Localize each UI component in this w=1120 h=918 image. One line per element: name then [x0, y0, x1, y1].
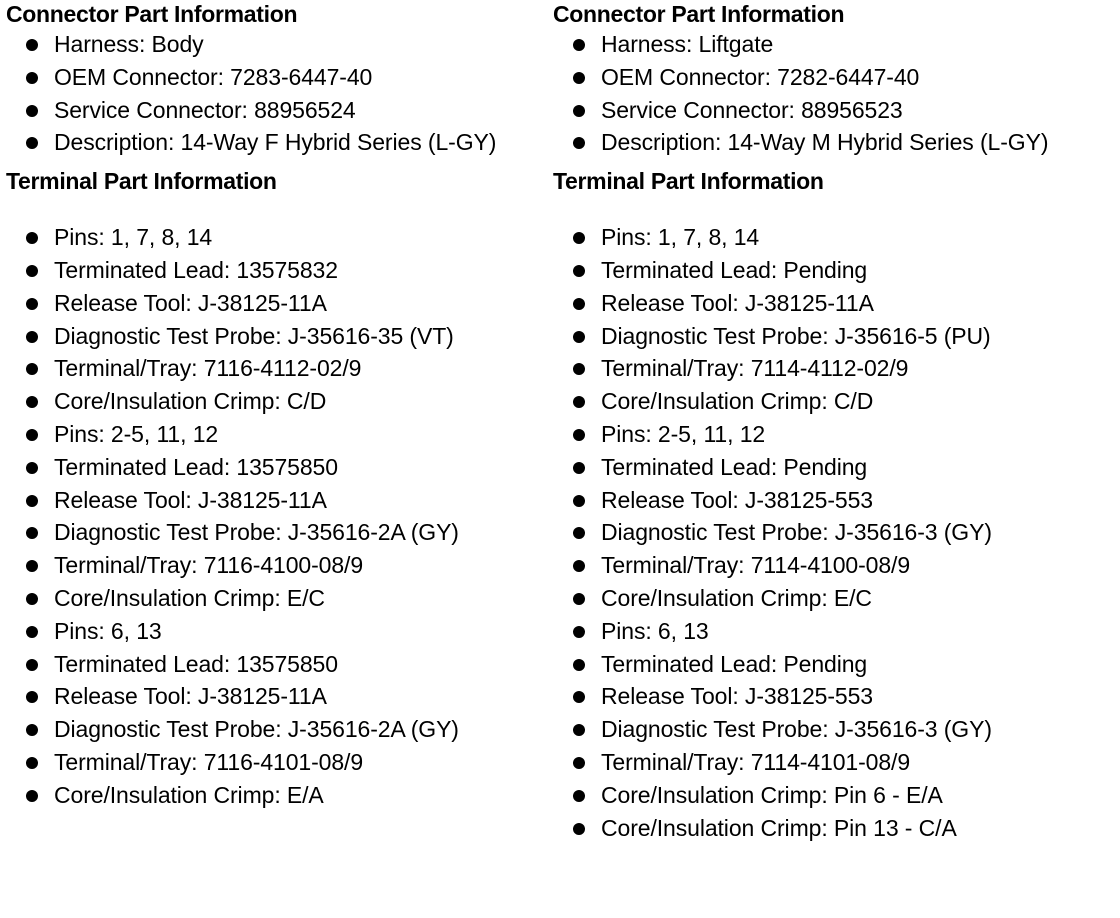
item-text: Pins: 6, 13	[54, 617, 162, 644]
terminal-group	[6, 615, 496, 812]
bullet-icon	[573, 298, 585, 310]
bullet-icon	[26, 724, 38, 736]
bullet-icon	[573, 72, 585, 84]
item-text: Terminal/Tray: 7116-4101-08/9	[54, 748, 364, 775]
list-item	[6, 451, 496, 484]
list-item	[6, 680, 496, 713]
list-item	[553, 680, 1048, 713]
bullet-icon	[573, 396, 585, 408]
list-item	[6, 549, 496, 582]
item-text: Core/Insulation Crimp: E/C	[54, 584, 325, 611]
left-column	[6, 0, 496, 812]
bullet-icon	[573, 626, 585, 638]
list-item	[553, 61, 1048, 94]
bullet-icon	[573, 462, 585, 474]
list-item	[553, 418, 1048, 451]
bullet-icon	[573, 823, 585, 835]
bullet-icon	[573, 560, 585, 572]
connector-list	[553, 28, 1048, 159]
item-text: Terminated Lead: 13575832	[54, 256, 338, 283]
item-text: Diagnostic Test Probe: J-35616-2A (GY)	[54, 716, 459, 743]
item-text: Terminal/Tray: 7114-4112-02/9	[601, 355, 909, 382]
list-item	[553, 126, 1048, 159]
list-item	[6, 746, 496, 779]
list-item	[553, 287, 1048, 320]
bullet-icon	[26, 298, 38, 310]
bullet-icon	[26, 39, 38, 51]
list-item	[553, 320, 1048, 353]
item-text: Pins: 1, 7, 8, 14	[54, 224, 213, 251]
bullet-icon	[26, 331, 38, 343]
item-text: Diagnostic Test Probe: J-35616-3 (GY)	[601, 716, 992, 743]
bullet-icon	[26, 790, 38, 802]
bullet-icon	[573, 495, 585, 507]
item-text: Release Tool: J-38125-553	[601, 486, 873, 513]
bullet-icon	[26, 659, 38, 671]
bullet-icon	[573, 363, 585, 375]
bullet-icon	[573, 39, 585, 51]
terminal-group	[553, 615, 1048, 845]
list-item	[6, 126, 496, 159]
bullet-icon	[573, 105, 585, 117]
item-text: Description: 14-Way M Hybrid Series (L-GY)	[601, 129, 1049, 156]
list-item	[6, 94, 496, 127]
list-item	[6, 713, 496, 746]
list-item	[553, 615, 1048, 648]
list-item	[553, 549, 1048, 582]
terminal-group	[553, 221, 1048, 418]
bullet-icon	[573, 659, 585, 671]
list-item	[553, 221, 1048, 254]
bullet-icon	[26, 105, 38, 117]
item-text: Harness: Liftgate	[601, 31, 774, 57]
bullet-icon	[573, 757, 585, 769]
item-text: Pins: 1, 7, 8, 14	[601, 224, 760, 251]
item-text: Release Tool: J-38125-11A	[601, 289, 874, 316]
list-item	[6, 61, 496, 94]
terminal-group	[6, 221, 496, 418]
item-text: Terminated Lead: 13575850	[54, 453, 338, 480]
item-text: Core/Insulation Crimp: Pin 13 - C/A	[601, 814, 957, 841]
list-item	[553, 28, 1048, 61]
bullet-icon	[573, 429, 585, 441]
list-item	[6, 287, 496, 320]
list-item	[553, 746, 1048, 779]
list-item	[553, 582, 1048, 615]
list-item	[6, 385, 496, 418]
list-item	[6, 221, 496, 254]
connector-heading: Connector Part Information	[6, 1, 298, 27]
bullet-icon	[26, 462, 38, 474]
bullet-icon	[573, 137, 585, 149]
item-text: Diagnostic Test Probe: J-35616-2A (GY)	[54, 519, 459, 546]
terminal-group	[6, 418, 496, 615]
list-item	[6, 779, 496, 812]
item-text: OEM Connector: 7283-6447-40	[54, 63, 373, 90]
list-item	[6, 648, 496, 681]
list-item	[6, 254, 496, 287]
bullet-icon	[26, 72, 38, 84]
bullet-icon	[26, 560, 38, 572]
list-item	[553, 451, 1048, 484]
item-text: Core/Insulation Crimp: C/D	[54, 388, 327, 415]
bullet-icon	[26, 429, 38, 441]
list-item	[6, 418, 496, 451]
list-item	[553, 484, 1048, 517]
list-item	[553, 385, 1048, 418]
bullet-icon	[26, 626, 38, 638]
item-text: Diagnostic Test Probe: J-35616-5 (PU)	[601, 322, 991, 349]
item-text: OEM Connector: 7282-6447-40	[601, 63, 920, 90]
bullet-icon	[26, 691, 38, 703]
item-text: Core/Insulation Crimp: E/C	[601, 584, 872, 611]
bullet-icon	[573, 724, 585, 736]
list-item	[6, 615, 496, 648]
item-text: Pins: 2-5, 11, 12	[601, 420, 766, 447]
bullet-icon	[573, 232, 585, 244]
bullet-icon	[573, 790, 585, 802]
bullet-icon	[573, 593, 585, 605]
bullet-icon	[26, 527, 38, 539]
bullet-icon	[26, 137, 38, 149]
item-text: Description: 14-Way F Hybrid Series (L-GY)	[54, 129, 497, 156]
item-text: Terminal/Tray: 7114-4101-08/9	[601, 748, 911, 775]
item-text: Pins: 6, 13	[601, 617, 709, 644]
item-text: Diagnostic Test Probe: J-35616-3 (GY)	[601, 519, 992, 546]
list-item	[6, 582, 496, 615]
list-item	[553, 713, 1048, 746]
item-text: Release Tool: J-38125-11A	[54, 486, 327, 513]
item-text: Terminal/Tray: 7116-4112-02/9	[54, 355, 362, 382]
bullet-icon	[26, 265, 38, 277]
right-column	[553, 0, 1048, 844]
list-item	[6, 516, 496, 549]
list-item	[6, 352, 496, 385]
item-text: Release Tool: J-38125-553	[601, 683, 873, 710]
list-item	[6, 28, 496, 61]
bullet-icon	[26, 593, 38, 605]
item-text: Release Tool: J-38125-11A	[54, 289, 327, 316]
item-text: Diagnostic Test Probe: J-35616-35 (VT)	[54, 322, 454, 349]
item-text: Terminated Lead: Pending	[601, 650, 868, 677]
list-item	[553, 779, 1048, 812]
list-item	[553, 812, 1048, 845]
list-item	[553, 352, 1048, 385]
bullet-icon	[26, 396, 38, 408]
item-text: Service Connector: 88956523	[601, 96, 903, 123]
bullet-icon	[573, 527, 585, 539]
terminal-heading: Terminal Part Information	[553, 168, 824, 195]
item-text: Terminated Lead: Pending	[601, 256, 868, 283]
terminal-group	[553, 418, 1048, 615]
list-item	[553, 254, 1048, 287]
bullet-icon	[573, 691, 585, 703]
item-text: Core/Insulation Crimp: E/A	[54, 781, 324, 808]
list-item	[553, 94, 1048, 127]
item-text: Service Connector: 88956524	[54, 96, 356, 123]
bullet-icon	[26, 363, 38, 375]
item-text: Terminated Lead: 13575850	[54, 650, 338, 677]
item-text: Core/Insulation Crimp: C/D	[601, 388, 874, 415]
list-item	[553, 516, 1048, 549]
bullet-icon	[26, 495, 38, 507]
bullet-icon	[573, 265, 585, 277]
bullet-icon	[26, 232, 38, 244]
item-text: Terminated Lead: Pending	[601, 453, 868, 480]
item-text: Terminal/Tray: 7114-4100-08/9	[601, 552, 911, 579]
item-text: Harness: Body	[54, 31, 204, 57]
list-item	[553, 648, 1048, 681]
connector-heading: Connector Part Information	[553, 1, 845, 27]
item-text: Terminal/Tray: 7116-4100-08/9	[54, 552, 364, 579]
item-text: Core/Insulation Crimp: Pin 6 - E/A	[601, 781, 943, 808]
item-text: Release Tool: J-38125-11A	[54, 683, 327, 710]
list-item	[6, 320, 496, 353]
terminal-heading: Terminal Part Information	[6, 168, 277, 195]
item-text: Pins: 2-5, 11, 12	[54, 420, 219, 447]
connector-list	[6, 28, 496, 159]
list-item	[6, 484, 496, 517]
bullet-icon	[26, 757, 38, 769]
bullet-icon	[573, 331, 585, 343]
